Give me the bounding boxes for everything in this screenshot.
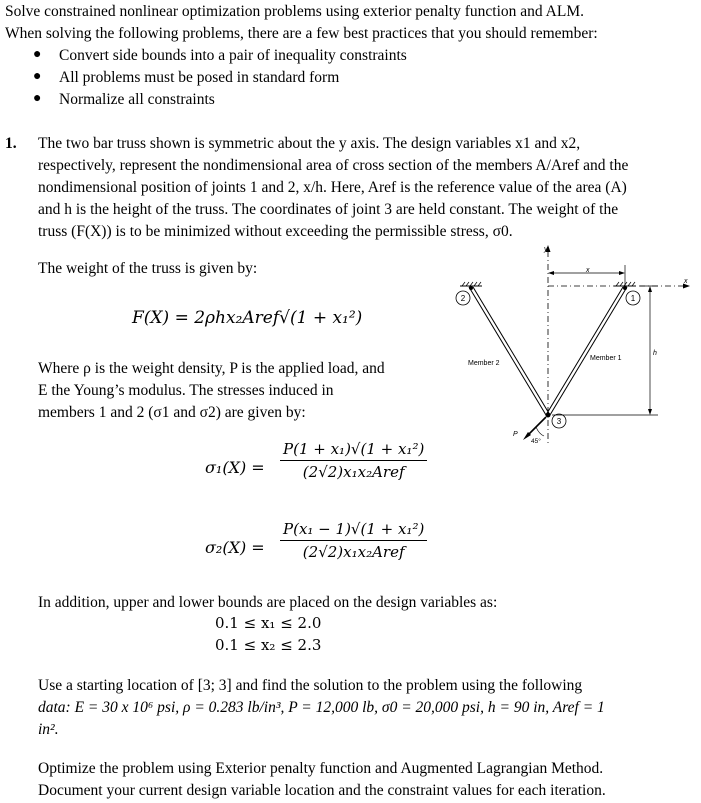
final-line: Optimize the problem using Exterior penalty function and Augmented Lagrangian Method. <box>38 760 604 777</box>
description-line: respectively, represent the nondimensional area of cross section of the members A/Aref and the <box>38 157 629 174</box>
h-dim-arrow <box>648 286 652 292</box>
sigma2-numerator: P(x₁ − 1)√(1 + x₁²) <box>280 520 427 541</box>
final-line: Document your current design variable location and the constraint values for each iteration. <box>38 782 606 799</box>
bound-x1: 0.1 ≤ x₁ ≤ 2.0 <box>215 614 322 632</box>
data-line: data: E = 30 x 10⁶ psi, ρ = 0.283 lb/in³, P = 12,000 lb, σ0 = 20,000 psi, h = 90 in, Aref = 1 <box>38 699 605 716</box>
problem-number: 1. <box>5 135 17 152</box>
angle-label: 45° <box>531 438 541 445</box>
member-1-bar <box>546 287 627 415</box>
sigma2-fraction <box>280 520 427 561</box>
joint-2-label: 2 <box>460 294 466 303</box>
bound-x2: 0.1 ≤ x₂ ≤ 2.3 <box>215 636 322 654</box>
joint-1-label: 1 <box>630 294 636 303</box>
sigma2-denominator: (2√2)x₁x₂Aref <box>302 543 405 561</box>
bullet-dot: ● <box>33 69 42 84</box>
truss-diagram <box>440 243 698 448</box>
sigma2-lhs: σ₂(X) = <box>205 538 265 557</box>
intro-line-2: When solving the following problems, there are a few best practices that you should remember: <box>5 25 598 42</box>
description-line: nondimensional position of joints 1 and 2, x/h. Here, Aref is the reference value of the area (A) <box>38 179 627 196</box>
load-label: P <box>513 431 518 438</box>
description-line: The two bar truss shown is symmetric about the y axis. The design variables x1 and x2, <box>38 135 581 152</box>
bullet-dot: ● <box>33 91 42 106</box>
h-label: h <box>653 350 657 357</box>
weight-intro: The weight of the truss is given by: <box>38 260 258 277</box>
sigma1-fraction <box>280 440 427 481</box>
member-2-bar <box>469 287 550 415</box>
member-2-label: Member 2 <box>468 360 500 367</box>
x-dim-arrow <box>548 271 554 275</box>
member-1-label: Member 1 <box>590 355 622 362</box>
angle-arc <box>536 427 544 436</box>
description-line: and h is the height of the truss. The coordinates of joint 3 are held constant. The weight of the <box>38 201 619 218</box>
sigma1-denominator: (2√2)x₁x₂Aref <box>302 463 405 481</box>
bullet-item-1: Convert side bounds into a pair of inequality constraints <box>59 47 407 64</box>
x-dimension-label: x <box>586 267 590 274</box>
sigma1-numerator: P(1 + x₁)√(1 + x₁²) <box>280 440 427 461</box>
where-line: members 1 and 2 (σ1 and σ2) are given by: <box>38 404 306 421</box>
bullet-dot: ● <box>33 47 42 62</box>
joint-2-pin <box>469 286 473 290</box>
joint-3-label: 3 <box>556 417 562 426</box>
joint-3-pin <box>546 413 551 418</box>
where-line: Where ρ is the weight density, P is the applied load, and <box>38 360 385 377</box>
x-dim-arrow <box>619 271 625 275</box>
intro-line-1: Solve constrained nonlinear optimization problems using exterior penalty function and ALM. <box>5 3 584 20</box>
y-axis-label: y <box>544 246 548 253</box>
bounds-intro: In addition, upper and lower bounds are placed on the design variables as: <box>38 594 498 611</box>
data-line: in². <box>38 721 59 738</box>
data-line: Use a starting location of [3; 3] and find the solution to the problem using the following <box>38 677 583 694</box>
description-line: truss (F(X)) is to be minimized without exceeding the permissible stress, σ0. <box>38 223 513 240</box>
joint-1-pin <box>623 286 627 290</box>
weight-equation: F(X) = 2ρhx₂Aref√(1 + x₁²) <box>132 308 363 328</box>
support-left <box>460 282 482 286</box>
bullet-item-3: Normalize all constraints <box>59 91 215 108</box>
x-axis-label: x <box>684 278 688 285</box>
sigma1-lhs: σ₁(X) = <box>205 458 265 477</box>
h-dim-arrow <box>648 409 652 415</box>
bullet-item-2: All problems must be posed in standard form <box>59 69 340 86</box>
where-line: E the Young’s modulus. The stresses induced in <box>38 382 334 399</box>
